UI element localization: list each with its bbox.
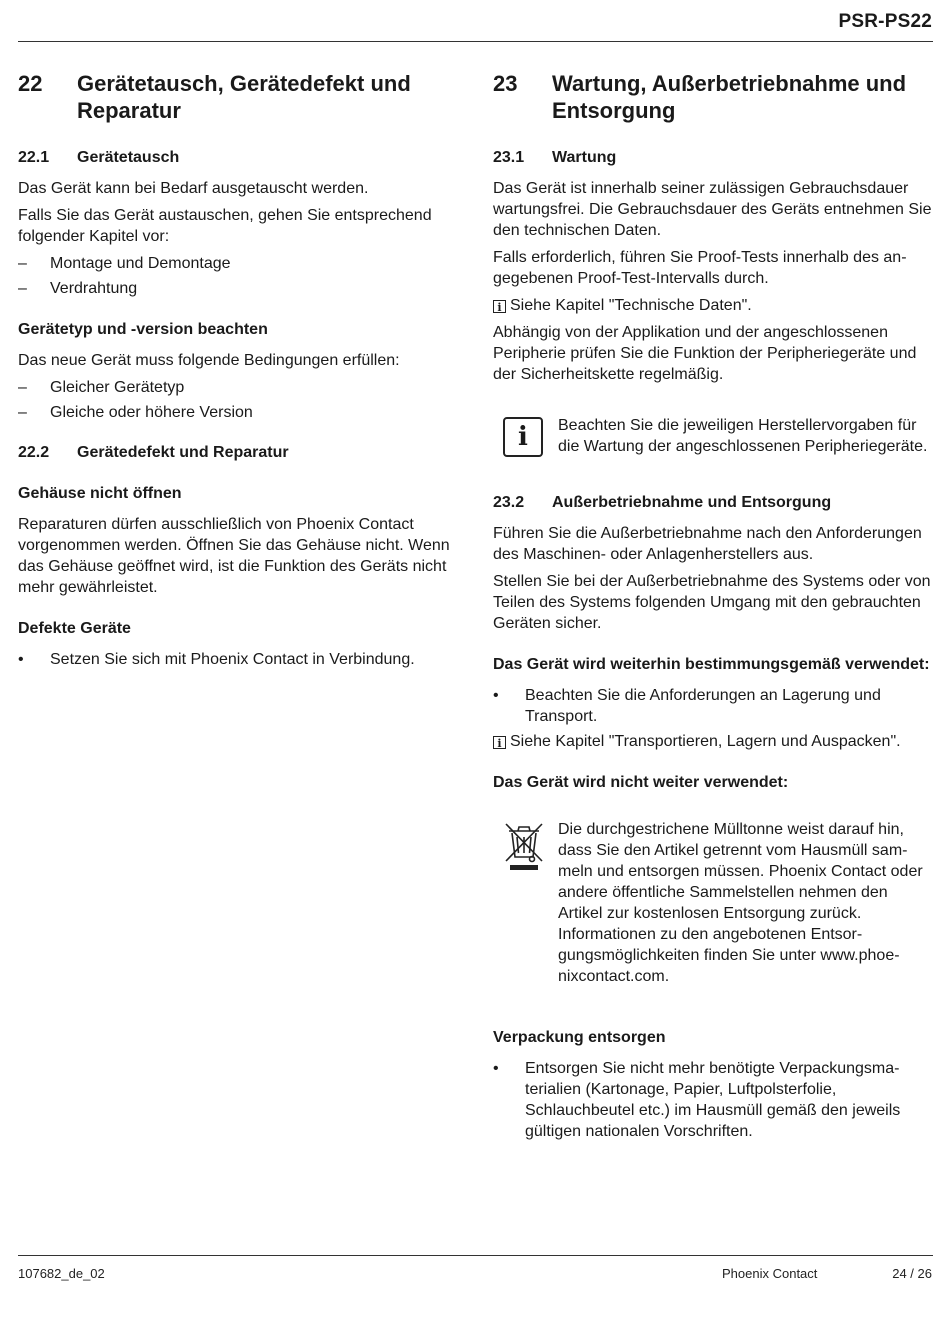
section-22-1-heading	[18, 148, 463, 168]
bullet-marker: •	[493, 687, 499, 704]
section-title: Wartung	[552, 149, 617, 166]
list-item	[493, 1058, 933, 1142]
section-22-2-heading	[18, 443, 463, 463]
dash-marker: –	[18, 255, 27, 272]
dash-list	[18, 253, 463, 299]
subheading-verpackung: Verpackung entsorgen	[493, 1029, 666, 1046]
footer-document-number: 107682_de_02	[18, 1266, 105, 1281]
footer-company: Phoenix Contact	[722, 1266, 818, 1281]
paragraph: Führen Sie die Außerbetriebnahme nach den Anforderungen des Maschinen- oder Anlagenherstellers aus.	[493, 525, 922, 563]
bullet-list	[493, 685, 933, 727]
section-22-heading	[18, 70, 463, 124]
bullet-marker: •	[18, 651, 24, 668]
footer-page-number: 24 / 26	[892, 1266, 932, 1281]
list-item-text: Verdrahtung	[50, 280, 138, 297]
section-number: 23.2	[493, 494, 525, 511]
paragraph: Abhängig von der Applikation und der angeschlossenen Peripherie prüfen Sie die Funktion der Peripheriegeräte und der Sicherheitskette regelmäßig.	[493, 324, 917, 383]
footer-rule	[18, 1255, 933, 1256]
right-column	[493, 70, 933, 1162]
subheading-nicht-weiter-verwendet: Das Gerät wird nicht weiter verwendet:	[493, 774, 789, 791]
paragraph: Falls Sie das Gerät austauschen, gehen Sie entsprechend folgender Kapitel vor:	[18, 207, 432, 245]
list-item-text: Gleiche oder höhere Version	[50, 404, 253, 421]
bullet-list	[18, 649, 463, 670]
notice-body	[558, 819, 933, 993]
paragraph: Das Gerät kann bei Bedarf ausgetauscht werden.	[18, 180, 369, 197]
dash-marker: –	[18, 280, 27, 297]
list-item	[18, 649, 463, 670]
section-23-1-heading	[493, 148, 933, 168]
notice-text: Die durchgestrichene Mülltonne weist darauf hin, dass Sie den Artikel getrennt vom Hausmüll sammeln und entsorgen müssen. Phoenix Contact oder andere öffentliche Sammelstellen nehmen den Artikel zur kostenlosen Entsorgung zurück. Informationen zu den angebotenen Entsorgungsmöglichkeiten finden Sie unter www.phoenixcontact.com.	[558, 821, 923, 985]
list-item	[18, 402, 463, 423]
reference-text: Siehe Kapitel "Transportieren, Lagern und Auspacken".	[510, 733, 901, 750]
list-item-text: Entsorgen Sie nicht mehr benötigte Verpackungsmaterialien (Kartonage, Papier, Luftpolsterfolie, Schlauchbeutel etc.) im Hausmüll gemäß den jeweils gültigen nationalen Vorschriften.	[525, 1060, 901, 1140]
list-item	[18, 253, 463, 274]
document-title: PSR-PS22	[838, 11, 932, 32]
section-number: 22.1	[18, 149, 50, 166]
info-reference-icon: i	[493, 300, 506, 313]
section-title: Wartung, Außerbetriebnahme und Entsorgung	[552, 71, 907, 123]
section-number: 22	[18, 71, 43, 96]
info-notice	[493, 415, 933, 463]
section-title: Gerätetausch	[77, 149, 180, 166]
section-number: 22.2	[18, 444, 50, 461]
section-23-2-heading	[493, 493, 933, 513]
header-rule	[18, 41, 933, 42]
paragraph: Falls erforderlich, führen Sie Proof-Tests innerhalb des angegebenen Proof-Test-Intervalls durch.	[493, 249, 907, 287]
section-number: 23.1	[493, 149, 525, 166]
section-number: 23	[493, 71, 518, 96]
info-reference-icon: i	[493, 736, 506, 749]
reference-line	[493, 295, 933, 316]
section-title: Außerbetriebnahme und Entsorgung	[552, 494, 832, 511]
list-item	[493, 685, 933, 727]
notice-body	[558, 415, 933, 463]
notice-icon-box	[493, 819, 558, 993]
section-23-heading	[493, 70, 933, 124]
paragraph: Das neue Gerät muss folgende Bedingungen erfüllen:	[18, 352, 400, 369]
section-title: Gerätetausch, Gerätedefekt und Reparatur	[77, 71, 411, 123]
list-item-text: Setzen Sie sich mit Phoenix Contact in Verbindung.	[50, 651, 415, 668]
paragraph: Reparaturen dürfen ausschließlich von Phoenix Contact vorgenommen werden. Öffnen Sie das Gehäuse nicht. Wenn das Gehäuse geöffnet wird, ist die Funktion des Geräts nicht mehr gewährleistet.	[18, 516, 450, 596]
paragraph: Das Gerät ist innerhalb seiner zulässigen Gebrauchsdauer wartungsfrei. Die Gebrauchsdauer des Geräts entnehmen Sie den technischen Daten.	[493, 180, 932, 239]
info-icon: i	[503, 417, 543, 457]
list-item	[18, 278, 463, 299]
dash-marker: –	[18, 404, 27, 421]
subheading-gehaeuse: Gehäuse nicht öffnen	[18, 485, 182, 502]
list-item-text: Montage und Demontage	[50, 255, 231, 272]
crossed-out-wheelie-bin-icon	[501, 821, 547, 873]
subheading-defekte-geraete: Defekte Geräte	[18, 620, 131, 637]
notice-icon-box	[493, 415, 558, 463]
dash-list	[18, 377, 463, 423]
dash-marker: –	[18, 379, 27, 396]
left-column	[18, 70, 463, 690]
bullet-list	[493, 1058, 933, 1142]
weee-notice	[493, 819, 933, 993]
list-item	[18, 377, 463, 398]
list-item-text: Beachten Sie die Anforderungen an Lagerung und Transport.	[525, 687, 881, 725]
bullet-marker: •	[493, 1060, 499, 1077]
list-item-text: Gleicher Gerätetyp	[50, 379, 185, 396]
section-title: Gerätedefekt und Reparatur	[77, 444, 289, 461]
notice-text: Beachten Sie die jeweiligen Herstellervorgaben für die Wartung der angeschlossenen Peripheriegeräte.	[558, 417, 928, 455]
subheading-weiterhin-verwendet: Das Gerät wird weiterhin bestimmungsgemäß verwendet:	[493, 656, 930, 673]
subheading-geraetetyp: Gerätetyp und -version beachten	[18, 321, 268, 338]
reference-line	[493, 731, 933, 752]
reference-text: Siehe Kapitel "Technische Daten".	[510, 297, 752, 314]
paragraph: Stellen Sie bei der Außerbetriebnahme des Systems oder von Teilen des Systems folgenden Umgang mit den gebrauchten Geräten sicher.	[493, 573, 931, 632]
